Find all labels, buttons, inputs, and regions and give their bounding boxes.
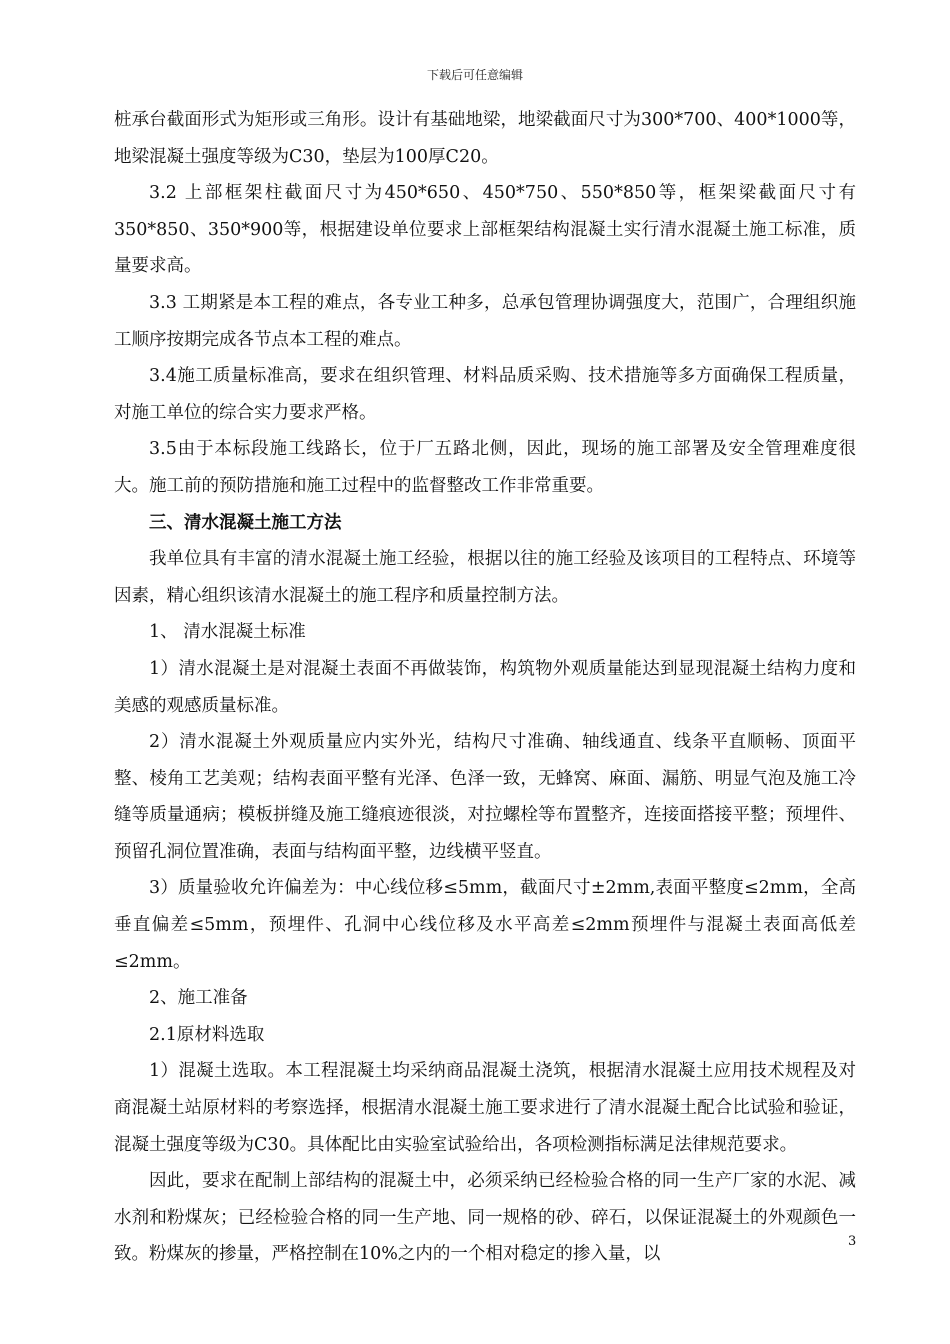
body-paragraph: 3.5由于本标段施工线路长，位于厂五路北侧，因此，现场的施工部署及安全管理难度很大。施工前的预防措施和施工过程中的监督整改工作非常重要。 — [114, 439, 856, 496]
body-paragraph: 桩承台截面形式为矩形或三角形。设计有基础地梁，地梁截面尺寸为300*700、400*1000等，地梁混凝土强度等级为C30，垫层为100厚C20。 — [114, 110, 856, 167]
subsection-heading: 2.1原材料选取 — [149, 1024, 265, 1045]
body-paragraph: 3.4施工质量标准高，要求在组织管理、材料品质采购、技术措施等多方面确保工程质量，对施工单位的综合实力要求严格。 — [114, 366, 856, 423]
subsection-heading: 2、施工准备 — [149, 988, 248, 1009]
page-header: 下载后可任意编辑 — [426, 68, 523, 82]
body-paragraph: 3.2 上部框架柱截面尺寸为450*650、450*750、550*850等，框架梁截面尺寸有350*850、350*900等，根据建设单位要求上部框架结构混凝土实行清水混凝土施工标准，质量要求高。 — [114, 183, 856, 277]
body-paragraph: 1）混凝土选取。本工程混凝土均采纳商品混凝土浇筑，根据清水混凝土应用技术规程及对商混凝土站原材料的考察选择，根据清水混凝土施工要求进行了清水混凝土配合比试验和验证，混凝土强度等级为C30。具体配比由实验室试验给出，各项检测指标满足法律规范要求。 — [114, 1061, 856, 1155]
subsection-heading: 1、 清水混凝土标准 — [149, 622, 306, 643]
body-paragraph: 3）质量验收允许偏差为：中心线位移≤5mm，截面尺寸±2mm,表面平整度≤2mm，全高垂直偏差≤5mm，预埋件、孔洞中心线位移及水平高差≤2mm预埋件与混凝土表面高低差≤2mm。 — [114, 878, 856, 972]
body-paragraph: 2）清水混凝土外观质量应内实外光，结构尺寸准确、轴线通直、线条平直顺畅、顶面平整、棱角工艺美观；结构表面平整有光泽、色泽一致，无蜂窝、麻面、漏筋、明显气泡及施工冷缝等质量通病；模板拼缝及施工缝痕迹很淡，对拉螺栓等布置整齐，连接面搭接平整；预埋件、预留孔洞位置准确，表面与结构面平整，边线横平竖直。 — [114, 732, 856, 862]
body-paragraph: 1）清水混凝土是对混凝土表面不再做装饰，构筑物外观质量能达到显现混凝土结构力度和美感的观感质量标准。 — [114, 658, 856, 716]
section-heading: 三、清水混凝土施工方法 — [149, 512, 342, 533]
body-paragraph: 因此，要求在配制上部结构的混凝土中，必须采纳已经检验合格的同一生产厂家的水泥、减水剂和粉煤灰；已经检验合格的同一生产地、同一规格的砂、碎石，以保证混凝土的外观颜色一致。粉煤灰的掺量，严格控制在10%之内的一个相对稳定的掺入量，以 — [114, 1171, 856, 1265]
body-paragraph: 3.3 工期紧是本工程的难点，各专业工种多，总承包管理协调强度大，范围广，合理组织施工顺序按期完成各节点本工程的难点。 — [114, 292, 856, 350]
page-number: 3 — [848, 1234, 857, 1249]
document-body — [114, 102, 856, 1273]
body-paragraph: 我单位具有丰富的清水混凝土施工经验，根据以往的施工经验及该项目的工程特点、环境等因素，精心组织该清水混凝土的施工程序和质量控制方法。 — [114, 549, 856, 606]
